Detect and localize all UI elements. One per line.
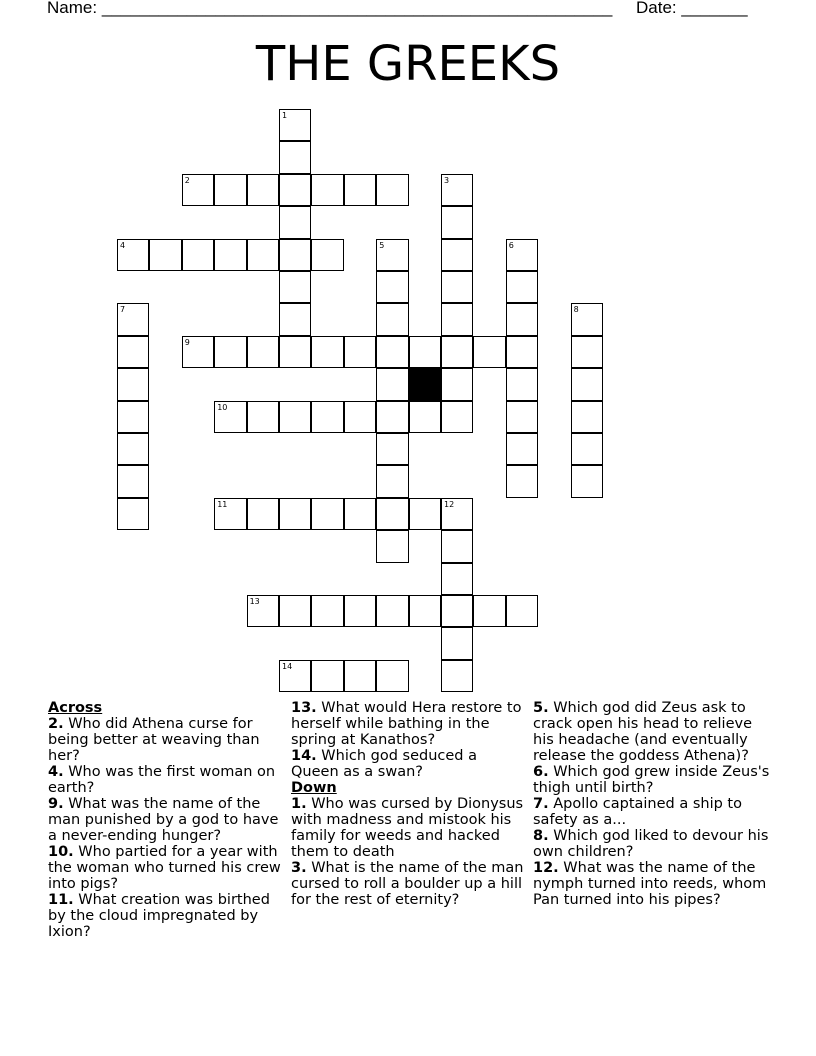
grid-cell[interactable] [311, 174, 343, 206]
clue-across-11: 11. What creation was birthed by the cloud impregnated by Ixion? [48, 892, 270, 940]
date-label: Date: [636, 0, 677, 17]
grid-cell[interactable] [279, 336, 311, 368]
grid-cell[interactable] [279, 141, 311, 173]
grid-cell[interactable] [441, 206, 473, 238]
clue-column-2 [291, 700, 526, 908]
grid-cell[interactable] [247, 239, 279, 271]
grid-cell[interactable] [409, 595, 441, 627]
grid-cell[interactable] [441, 336, 473, 368]
grid-cell[interactable] [376, 271, 408, 303]
clue-number: 2 [184, 175, 190, 185]
grid-cell[interactable] [571, 336, 603, 368]
grid-cell[interactable] [117, 433, 149, 465]
grid-cell[interactable] [311, 498, 343, 530]
grid-cell[interactable] [117, 239, 149, 271]
grid-cell[interactable] [441, 498, 473, 530]
grid-cell[interactable] [117, 336, 149, 368]
grid-cell[interactable] [473, 336, 505, 368]
grid-cell[interactable] [279, 401, 311, 433]
grid-cell[interactable] [279, 206, 311, 238]
grid-cell[interactable] [214, 401, 246, 433]
clue-down-12: 12. What was the name of the nymph turned into reeds, whom Pan turned into his pipes? [533, 860, 767, 908]
grid-cell[interactable] [506, 271, 538, 303]
grid-cell[interactable] [506, 368, 538, 400]
black-cell [409, 368, 441, 400]
clue-number: 4 [120, 240, 126, 250]
clue-number: 13 [249, 597, 260, 606]
date-field[interactable]: _______ [681, 0, 748, 17]
grid-cell[interactable] [344, 595, 376, 627]
grid-cell[interactable] [344, 660, 376, 692]
grid-cell[interactable] [571, 465, 603, 497]
grid-cell[interactable] [214, 174, 246, 206]
down-heading: Down [291, 780, 337, 796]
grid-cell[interactable] [441, 368, 473, 400]
grid-cell[interactable] [247, 174, 279, 206]
grid-cell[interactable] [409, 498, 441, 530]
grid-cell[interactable] [441, 239, 473, 271]
clue-across-9: 9. What was the name of the man punished by a god to have a never-ending hunger? [48, 796, 279, 844]
clue-number: 11 [217, 499, 228, 509]
clue-column-1 [48, 700, 283, 940]
grid-cell[interactable] [506, 401, 538, 433]
clue-number: 9 [184, 337, 190, 347]
clue-across-2: 2. Who did Athena curse for being better at weaving than her? [48, 716, 260, 764]
grid-cell[interactable] [376, 239, 408, 271]
clue-across-10: 10. Who partied for a year with the woman who turned his crew into pigs? [48, 844, 281, 892]
grid-cell[interactable] [279, 660, 311, 692]
grid-cell[interactable] [376, 660, 408, 692]
grid-cell[interactable] [117, 368, 149, 400]
grid-cell[interactable] [506, 336, 538, 368]
grid-cell[interactable] [279, 239, 311, 271]
clue-number: 10 [217, 402, 228, 412]
clue-number: 7 [120, 305, 126, 315]
clue-across-4: 4. Who was the first woman on earth? [48, 764, 276, 796]
grid-cell[interactable] [376, 433, 408, 465]
grid-cell[interactable] [247, 401, 279, 433]
grid-cell[interactable] [311, 401, 343, 433]
grid-cell[interactable] [279, 109, 311, 141]
grid-cell[interactable] [506, 239, 538, 271]
grid-cell[interactable] [344, 401, 376, 433]
grid-cell[interactable] [376, 303, 408, 335]
grid-cell[interactable] [117, 401, 149, 433]
grid-cell[interactable] [441, 660, 473, 692]
grid-cell[interactable] [344, 498, 376, 530]
grid-cell[interactable] [441, 174, 473, 206]
grid-cell[interactable] [311, 595, 343, 627]
clue-number: 14 [282, 661, 293, 671]
grid-cell[interactable] [311, 239, 343, 271]
clue-number: 1 [282, 111, 288, 120]
clue-across-13: 13. What would Hera restore to herself while bathing in the spring at Kanathos? [291, 700, 522, 748]
name-label: Name: [47, 0, 98, 17]
grid-cell[interactable] [441, 530, 473, 562]
grid-cell[interactable] [247, 595, 279, 627]
grid-cell[interactable] [441, 271, 473, 303]
grid-cell[interactable] [506, 465, 538, 497]
clue-number: 3 [444, 175, 450, 185]
grid-cell[interactable] [182, 336, 214, 368]
grid-cell[interactable] [279, 303, 311, 335]
grid-cell[interactable] [571, 368, 603, 400]
grid-cell[interactable] [182, 174, 214, 206]
across-heading: Across [48, 700, 103, 716]
grid-cell[interactable] [247, 336, 279, 368]
grid-cell[interactable] [279, 498, 311, 530]
grid-cell[interactable] [279, 595, 311, 627]
header [47, 0, 748, 18]
grid-cell[interactable] [409, 401, 441, 433]
clue-down-8: 8. Which god liked to devour his own children? [533, 828, 769, 860]
grid-cell[interactable] [506, 303, 538, 335]
grid-cell[interactable] [441, 303, 473, 335]
grid-cell[interactable] [117, 498, 149, 530]
clue-number: 5 [379, 240, 385, 250]
grid-cell[interactable] [311, 336, 343, 368]
clue-down-3: 3. What is the name of the man cursed to roll a boulder up a hill for the rest of eternity? [291, 860, 524, 908]
grid-cell[interactable] [344, 336, 376, 368]
clue-column-3 [533, 700, 773, 908]
clue-down-6: 6. Which god grew inside Zeus's thigh until birth? [533, 764, 770, 796]
grid-cell[interactable] [182, 239, 214, 271]
name-field[interactable]: ______________________________________________________ [101, 0, 613, 17]
grid-cell[interactable] [344, 174, 376, 206]
grid-cell[interactable] [214, 498, 246, 530]
clue-down-7: 7. Apollo captained a ship to safety as a... [533, 796, 742, 828]
grid-cell[interactable] [409, 336, 441, 368]
grid-cell[interactable] [376, 174, 408, 206]
crossword-grid [117, 109, 603, 693]
grid-cell[interactable] [571, 303, 603, 335]
grid-cell[interactable] [311, 660, 343, 692]
grid-cell[interactable] [376, 465, 408, 497]
grid-cell[interactable] [376, 595, 408, 627]
grid-cell[interactable] [376, 401, 408, 433]
clue-number: 6 [508, 240, 514, 250]
grid-cell[interactable] [376, 498, 408, 530]
grid-cell[interactable] [149, 239, 181, 271]
grid-cell[interactable] [376, 530, 408, 562]
clue-down-5: 5. Which god did Zeus ask to crack open his head to relieve his headache (and eventually release the goddess Athena)? [533, 700, 752, 764]
grid-cell[interactable] [376, 336, 408, 368]
grid-cell[interactable] [441, 401, 473, 433]
grid-cell[interactable] [473, 595, 505, 627]
grid-cell[interactable] [214, 239, 246, 271]
grid-cell[interactable] [214, 336, 246, 368]
grid-cell[interactable] [117, 465, 149, 497]
grid-cell[interactable] [376, 368, 408, 400]
grid-cell[interactable] [247, 498, 279, 530]
clue-down-1: 1. Who was cursed by Dionysus with madness and mistook his family for weeds and hacked them to death [291, 796, 524, 860]
grid-cell[interactable] [571, 401, 603, 433]
clue-number: 12 [444, 499, 455, 509]
grid-cell[interactable] [441, 595, 473, 627]
page-title: THE GREEKS [255, 36, 561, 92]
grid-cell[interactable] [441, 563, 473, 595]
grid-cell[interactable] [571, 433, 603, 465]
grid-cell[interactable] [279, 271, 311, 303]
grid-cell[interactable] [506, 595, 538, 627]
grid-cell[interactable] [441, 627, 473, 659]
clue-across-14: 14. Which god seduced a Queen as a swan? [291, 748, 477, 780]
grid-cell[interactable] [506, 433, 538, 465]
grid-cell[interactable] [117, 303, 149, 335]
clue-number: 8 [573, 305, 579, 315]
grid-cell[interactable] [279, 174, 311, 206]
